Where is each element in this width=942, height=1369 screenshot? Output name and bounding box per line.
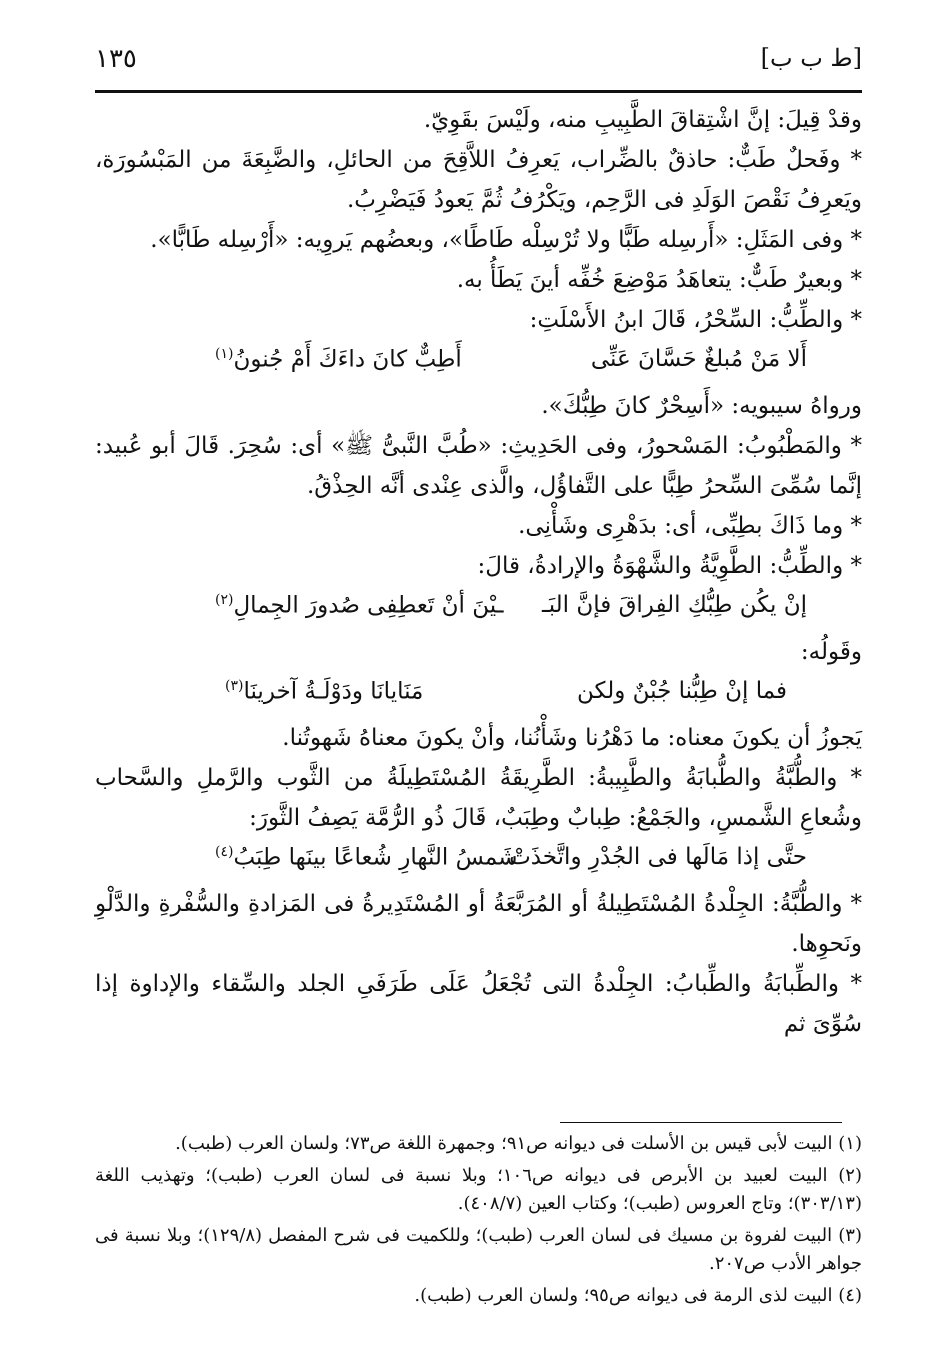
footnote: (٢) البيت لعبيد بن الأبرص فى ديوانه ص١٠٦؛ وبلا نسبة فى لسان العرب (طبب)؛ وتهذيب اللغة (٣٠٣/١٣)؛ وتاج العروس (طبب)؛ وكتاب العين (٤٠٨/٧). — [95, 1165, 862, 1214]
paragraph: وقَولُه: — [800, 639, 862, 665]
paragraph: * وما ذَاكَ بطِبِّى، أى: بدَهْرِى وشَأْنِى. — [518, 513, 862, 539]
paragraph: * والطِّبُّ: السِّحْرُ، قَالَ ابنُ الأَسْلَتِ: — [529, 307, 862, 333]
verse-second-hemistich — [215, 592, 503, 619]
main-text — [95, 100, 862, 1044]
poetry-verse — [95, 674, 862, 716]
verse-second-hemistich — [225, 678, 423, 705]
paragraph: * والمَطْبُوبُ: المَسْحورُ، وفى الحَدِيثِ: «طُبَّ النَّبىُّ ﷺ» أى: سُحِرَ. قَالَ أبو عُبيد: إنَّما سُمِّىَ السِّحرُ طِبًّا على التَّفاؤُل، والَّذى عِنْدى أنَّه الحِذْقُ. — [95, 433, 862, 499]
footnotes — [95, 1130, 862, 1314]
paragraph: وقدْ قِيلَ: إنَّ اشْتِقاقَ الطَّبِيبِ منه، ولَيْسَ بقَوِيّ. — [423, 107, 862, 133]
running-head: [ط ب ب] — [760, 44, 862, 72]
poetry-verse — [95, 840, 862, 882]
page-header — [95, 40, 862, 82]
verse-text: شَمسُ النَّهارِ شُعاعًا بينَها طِبَبُ — [233, 844, 518, 871]
footnote: (٤) البيت لذى الرمة فى ديوانه ص٩٥؛ ولسان العرب (طبب). — [414, 1285, 862, 1306]
verse-first-hemistich: فما إنْ طِبُّنا جُبْنٌ ولكن — [576, 678, 787, 704]
footnote-marker: (٣) — [225, 678, 244, 694]
verse-second-hemistich — [215, 844, 518, 871]
footnote-marker: (٤) — [215, 844, 234, 860]
paragraph: * والطِّبابَةُ والطِّبابُ: الجِلْدةُ التى تُجْعَلُ عَلَى طَرَفَىِ الجلد والسِّقاء والإداوة إذا سُوِّىَ ثم — [95, 971, 862, 1037]
paragraph: * والطُّبَّةُ والطُّبابَةُ والطَّبِيبةُ: الطَّرِيقَةُ المُسْتَطِيلَةُ من الثَّوب والرَّملِ والسَّحاب وشُعاعِ الشَّمسِ، والجَمْعُ: طِبابٌ وطِبَبٌ، قَالَ ذُو الرُّمَّة يَصِفُ الثَّورَ: — [95, 765, 862, 831]
paragraph: ورواهُ سيبويه: «أَسِحْرٌ كانَ طِبُّكَ». — [541, 393, 862, 419]
footnote: (١) البيت لأبى قيس بن الأسلت فى ديوانه ص٩١؛ وجمهرة اللغة ص٧٣؛ ولسان العرب (طبب). — [175, 1133, 862, 1154]
verse-first-hemistich: إنْ يكُن طِبُّكِ الفِراقَ فإنَّ البَـ — [541, 592, 807, 618]
footnote-separator — [560, 1122, 842, 1123]
footnote-marker: (١) — [215, 346, 234, 362]
verse-second-hemistich — [215, 346, 462, 373]
paragraph: * وفَحلٌ طَبٌّ: حاذقٌ بالضِّراب، يَعرِفُ اللاَّقِحَ من الحائلِ، والضَّبِعَةَ من المَبْسُورَة، ويَعرِفُ نَقْصَ الوَلَدِ فى الرَّحِم، ويَكْرُفُ ثُمَّ يَعودُ فَيَضْرِبُ. — [95, 147, 862, 213]
verse-first-hemistich: حتَّى إذا مَالَها فى الجُدْرِ واتَّخذَتْ — [509, 844, 807, 870]
footnote-marker: (٢) — [215, 592, 234, 608]
verse-first-hemistich: أَلا مَنْ مُبلغٌ حَسَّانَ عَنِّى — [590, 346, 807, 372]
paragraph: * والطِّبُّ: الطَّوِيَّةُ والشَّهْوَةُ والإرادةُ، قالَ: — [477, 553, 862, 579]
poetry-verse — [95, 342, 862, 384]
poetry-verse — [95, 588, 862, 630]
page-number: ١٣٥ — [95, 44, 137, 74]
paragraph: يَجوزُ أن يكونَ معناه: ما دَهْرُنا وشَأْنُنا، وأنْ يكونَ معناهُ شَهوتُنا. — [282, 725, 862, 751]
header-rule — [95, 90, 862, 93]
footnote: (٣) البيت لفروة بن مسيك فى لسان العرب (طبب)؛ وللكميت فى شرح المفصل (١٢٩/٨)؛ وبلا نسبة فى جواهر الأدب ص٢٠٧. — [95, 1225, 862, 1274]
verse-text: مَنَايانَا ودَوْلَـةُ آخرينَا — [243, 678, 424, 705]
paragraph: * والطُّبَّةُ: الجِلْدةُ المُسْتَطِيلةُ أو المُرَبَّعَةُ أو المُسْتَدِيرةُ فى المَزادةِ والسُّفْرةِ والدَّلْوِ ونَحوِها. — [95, 891, 862, 957]
verse-text: أَطِبٌّ كانَ داءَكَ أَمْ جُنونُ — [233, 346, 462, 373]
paragraph: * وبعيرٌ طَبٌّ: يتعاهَدُ مَوْضِعَ خُفِّه أينَ يَطَأُ به. — [456, 267, 862, 293]
paragraph: * وفى المَثَلِ: «أَرسِله طَبًّا ولا تُرْسِلْه طَاطًا»، وبعضُهم يَروِيه: «أَرْسِله طَابًّا». — [150, 227, 862, 253]
verse-text: ـيْنَ أنْ تَعطِفِى صُدورَ الجِمالِ — [233, 592, 504, 619]
